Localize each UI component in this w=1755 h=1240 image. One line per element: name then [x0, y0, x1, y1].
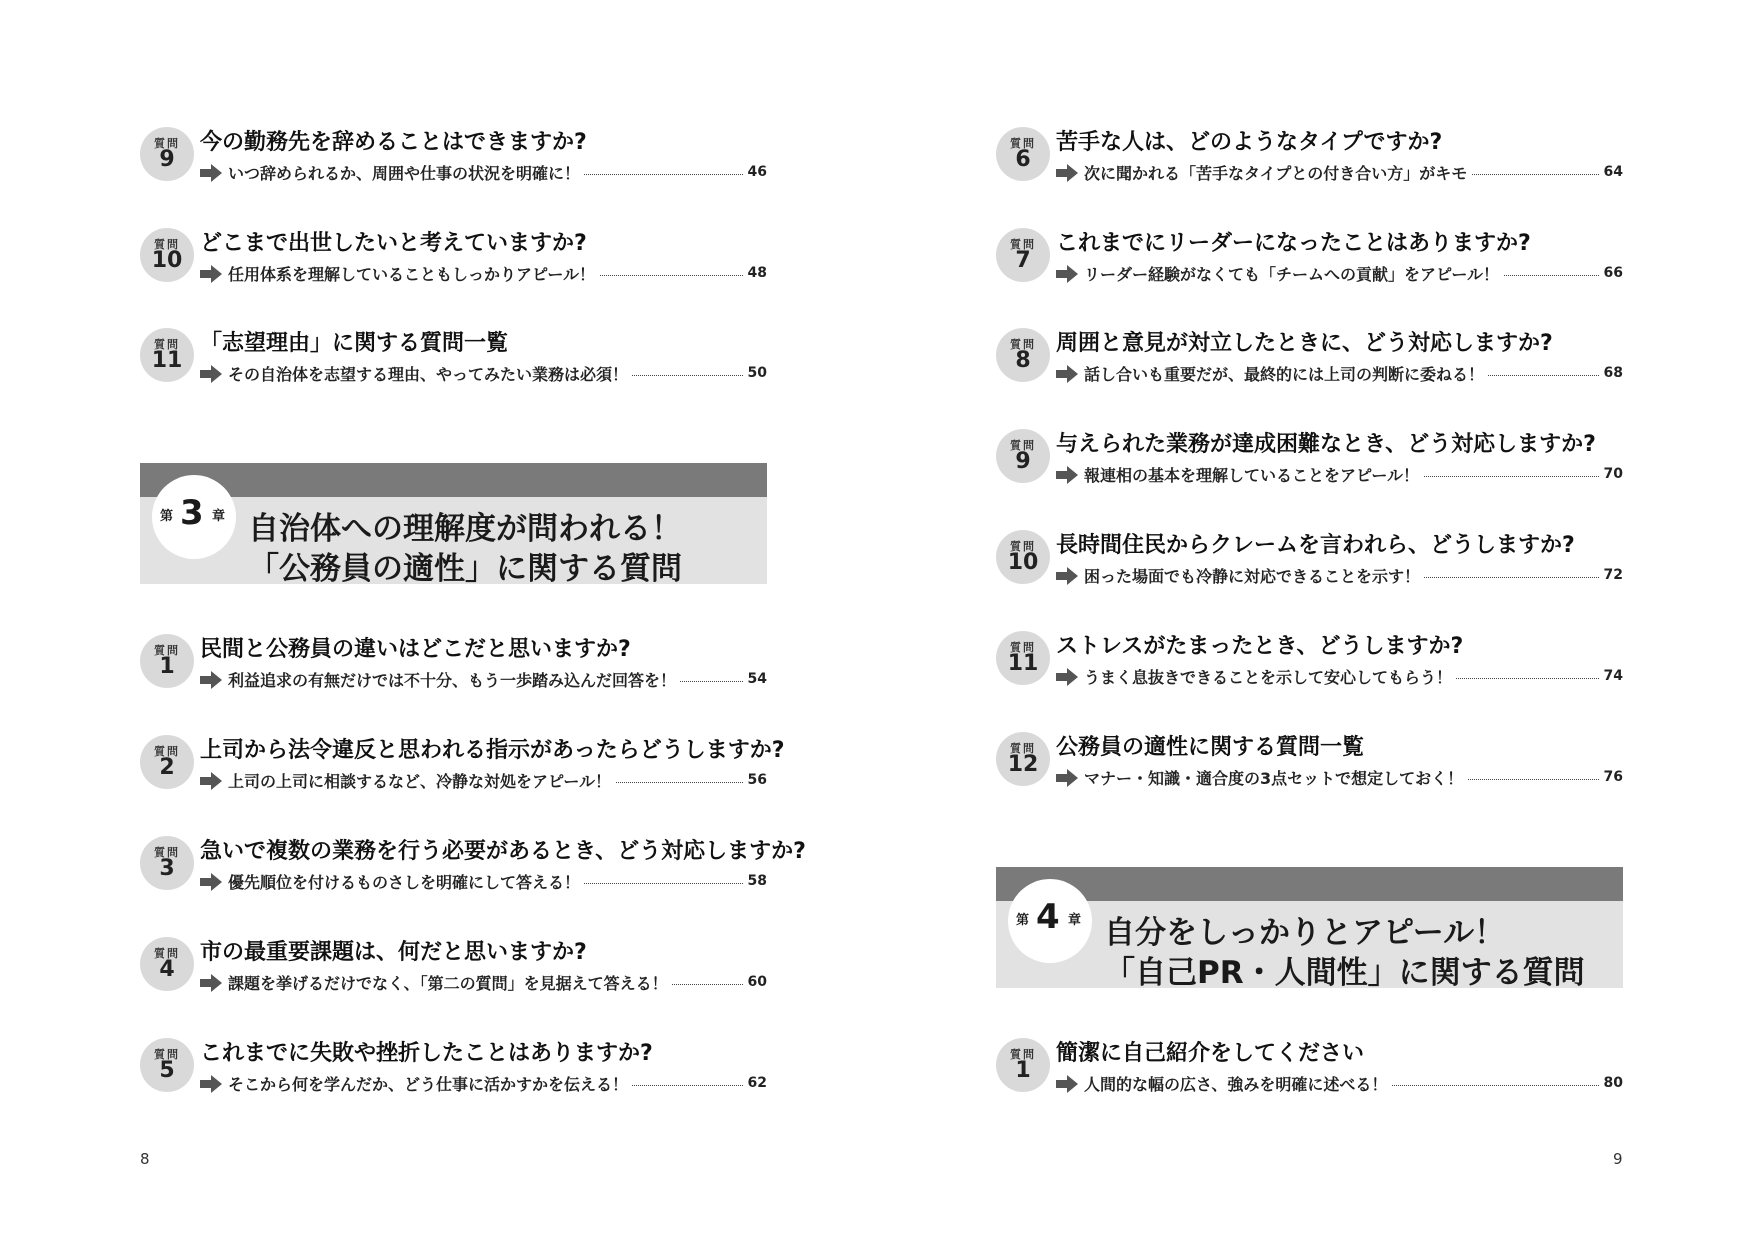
question-badge: 質問 11: [996, 631, 1050, 685]
left-page: [0, 0, 877, 1240]
arrow-right-icon: [200, 365, 222, 383]
toc-entry[interactable]: [996, 328, 1623, 392]
question-hint-row: [1056, 665, 1623, 689]
question-badge: 質問 9: [140, 127, 194, 181]
toc-entry[interactable]: [140, 634, 767, 698]
page-number: 80: [1603, 1075, 1623, 1091]
question-hint-row: [1056, 362, 1623, 386]
chapter-number: 4: [1036, 897, 1060, 937]
question-title: ストレスがたまったとき、どうしますか?: [1056, 634, 1464, 659]
question-hint: うまく息抜きできることを示して安心してもらう！: [1084, 665, 1456, 688]
page-number: 50: [747, 365, 767, 381]
toc-entry[interactable]: [996, 530, 1623, 594]
question-badge: 質問 1: [996, 1038, 1050, 1092]
page-folio: 8: [140, 1150, 150, 1168]
arrow-right-icon: [200, 772, 222, 790]
question-title: 民間と公務員の違いはどこだと思いますか?: [200, 637, 631, 662]
question-hint-row: [200, 362, 767, 386]
question-title: どこまで出世したいと考えていますか?: [200, 231, 587, 256]
question-badge: 質問 12: [996, 732, 1050, 786]
page-number: 64: [1603, 164, 1623, 180]
page-number: 46: [747, 164, 767, 180]
question-title: 与えられた業務が達成困難なとき、どう対応しますか?: [1056, 432, 1596, 457]
question-title: これまでにリーダーになったことはありますか?: [1056, 231, 1531, 256]
chapter-header[interactable]: 第 4 章 自分をしっかりとアピール！ 「自己PR・人間性」に関する質問: [996, 867, 1623, 988]
question-hint-row: [200, 262, 767, 286]
toc-entry[interactable]: [140, 1038, 767, 1102]
chapter-title-line1: 自治体への理解度が問われる！: [248, 511, 682, 547]
toc-entry[interactable]: [140, 328, 767, 392]
page-number: 48: [747, 265, 767, 281]
toc-entry[interactable]: [996, 127, 1623, 191]
arrow-right-icon: [200, 873, 222, 891]
question-hint: 報連相の基本を理解していることをアピール！: [1084, 463, 1423, 486]
page-folio: 9: [1613, 1150, 1623, 1168]
arrow-right-icon: [200, 265, 222, 283]
question-title: これまでに失敗や挫折したことはありますか?: [200, 1041, 653, 1066]
question-title: 「志望理由」に関する質問一覧: [200, 331, 509, 356]
question-badge: 質問 7: [996, 228, 1050, 282]
question-title: 今の勤務先を辞めることはできますか?: [200, 130, 587, 155]
question-hint: 人間的な幅の広さ、強みを明確に述べる！: [1084, 1072, 1391, 1095]
question-hint-row: [1056, 463, 1623, 487]
question-hint: リーダー経験がなくても「チームへの貢献」をアピール！: [1084, 262, 1503, 285]
question-title: 苦手な人は、どのようなタイプですか?: [1056, 130, 1443, 155]
arrow-right-icon: [200, 671, 222, 689]
question-hint-row: [1056, 564, 1623, 588]
question-hint: 課題を挙げるだけでなく、「第二の質問」を見据えて答える！: [228, 971, 672, 994]
arrow-right-icon: [1056, 1075, 1078, 1093]
question-title: 市の最重要課題は、何だと思いますか?: [200, 940, 587, 965]
arrow-right-icon: [1056, 265, 1078, 283]
question-hint: 任用体系を理解していることもしっかりアピール！: [228, 262, 599, 285]
question-title: 長時間住民からクレームを言われら、どうしますか?: [1056, 533, 1575, 558]
question-hint: そこから何を学んだか、どう仕事に活かすかを伝える！: [228, 1072, 632, 1095]
question-badge: 質問 2: [140, 735, 194, 789]
question-hint: 次に聞かれる「苦手なタイプとの付き合い方」がキモ: [1084, 161, 1471, 184]
question-hint-row: [1056, 766, 1623, 790]
right-page: [877, 0, 1755, 1240]
toc-entry[interactable]: [140, 836, 806, 900]
arrow-right-icon: [1056, 365, 1078, 383]
question-hint: マナー・知識・適合度の3点セットで想定しておく！: [1084, 766, 1467, 789]
question-hint-row: [1056, 262, 1623, 286]
page-number: 76: [1603, 769, 1623, 785]
chapter-band: [996, 867, 1623, 901]
page-number: 74: [1603, 668, 1623, 684]
question-hint: 上司の上司に相談するなど、冷静な対処をアピール！: [228, 769, 615, 792]
chapter-title-line2: 「公務員の適性」に関する質問: [248, 551, 682, 587]
question-title: 簡潔に自己紹介をしてください: [1056, 1041, 1365, 1066]
arrow-right-icon: [200, 1075, 222, 1093]
arrow-right-icon: [1056, 567, 1078, 585]
toc-entry[interactable]: [996, 228, 1623, 292]
question-hint: 利益追求の有無だけでは不十分、もう一歩踏み込んだ回答を！: [228, 668, 680, 691]
question-hint: 話し合いも重要だが、最終的には上司の判断に委ねる！: [1084, 362, 1488, 385]
page-number: 70: [1603, 466, 1623, 482]
question-badge: 質問 10: [140, 228, 194, 282]
question-badge: 質問 8: [996, 328, 1050, 382]
question-hint-row: [200, 668, 767, 692]
toc-entry[interactable]: [140, 127, 767, 191]
page-number: 56: [747, 772, 767, 788]
arrow-right-icon: [1056, 769, 1078, 787]
chapter-title-line1: 自分をしっかりとアピール！: [1104, 915, 1506, 951]
question-badge: 質問 5: [140, 1038, 194, 1092]
question-badge: 質問 11: [140, 328, 194, 382]
toc-entry[interactable]: [140, 735, 785, 799]
toc-entry[interactable]: [140, 937, 767, 1001]
question-badge: 質問 4: [140, 937, 194, 991]
question-title: 公務員の適性に関する質問一覧: [1056, 735, 1365, 760]
question-hint-row: [200, 971, 767, 995]
question-badge: 質問 6: [996, 127, 1050, 181]
question-hint: 優先順位を付けるものさしを明確にして答える！: [228, 870, 584, 893]
arrow-right-icon: [200, 164, 222, 182]
question-hint: その自治体を志望する理由、やってみたい業務は必須！: [228, 362, 632, 385]
question-hint-row: [1056, 161, 1623, 185]
chapter-band: [140, 463, 767, 497]
toc-entry[interactable]: [996, 1038, 1623, 1102]
toc-entry[interactable]: [996, 631, 1623, 695]
page-number: 72: [1603, 567, 1623, 583]
question-badge: 質問 9: [996, 429, 1050, 483]
question-hint-row: [200, 769, 767, 793]
arrow-right-icon: [1056, 668, 1078, 686]
page-number: 58: [747, 873, 767, 889]
toc-entry[interactable]: [996, 429, 1623, 493]
question-hint-row: [200, 870, 767, 894]
question-hint-row: [1056, 1072, 1623, 1096]
question-hint: いつ辞められるか、周囲や仕事の状況を明確に！: [228, 161, 584, 184]
question-hint-row: [200, 161, 767, 185]
page-number: 68: [1603, 365, 1623, 381]
question-hint-row: [200, 1072, 767, 1096]
page-number: 66: [1603, 265, 1623, 281]
arrow-right-icon: [200, 974, 222, 992]
toc-entry[interactable]: [996, 732, 1623, 796]
page-number: 62: [747, 1075, 767, 1091]
page-number: 60: [747, 974, 767, 990]
question-badge: 質問 1: [140, 634, 194, 688]
arrow-right-icon: [1056, 466, 1078, 484]
question-hint: 困った場面でも冷静に対応できることを示す！: [1084, 564, 1424, 587]
question-title: 周囲と意見が対立したときに、どう対応しますか?: [1056, 331, 1553, 356]
page-number: 54: [747, 671, 767, 687]
arrow-right-icon: [1056, 164, 1078, 182]
question-badge: 質問 3: [140, 836, 194, 890]
question-title: 上司から法令違反と思われる指示があったらどうしますか?: [200, 738, 785, 763]
chapter-number: 3: [180, 493, 204, 533]
toc-entry[interactable]: [140, 228, 767, 292]
question-title: 急いで複数の業務を行う必要があるとき、どう対応しますか?: [200, 839, 806, 864]
question-badge: 質問 10: [996, 530, 1050, 584]
chapter-header[interactable]: 第 3 章 自治体への理解度が問われる！ 「公務員の適性」に関する質問: [140, 463, 767, 584]
chapter-title-line2: 「自己PR・人間性」に関する質問: [1104, 955, 1585, 991]
